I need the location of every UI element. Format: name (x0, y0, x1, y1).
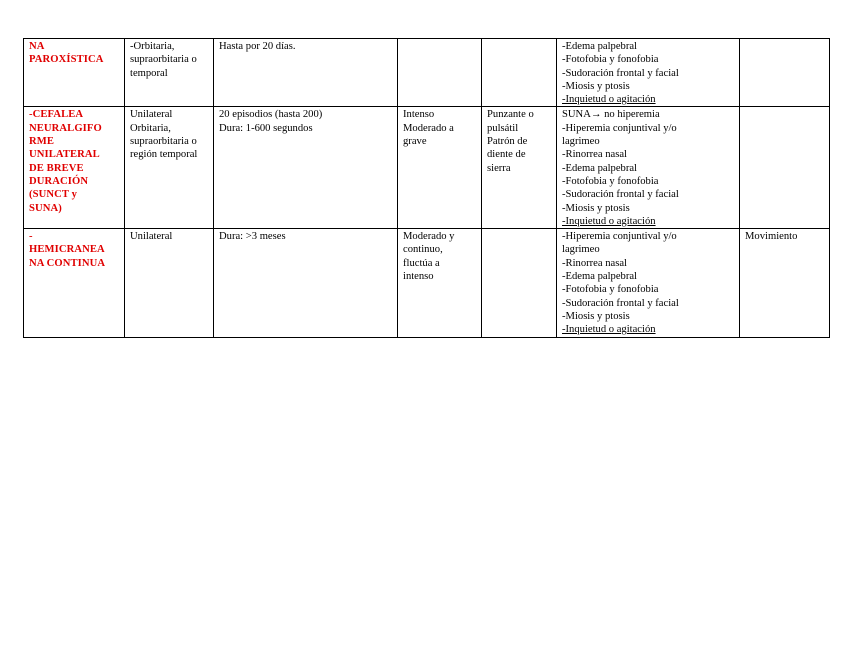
cell-line: -Inquietud o agitación (562, 324, 656, 336)
cell-line: Orbitaria, (130, 122, 171, 134)
other-cell (740, 229, 830, 337)
table-row (24, 229, 830, 337)
cell-line: NEURALGIFO (29, 122, 102, 134)
cell-line: región temporal (130, 149, 198, 161)
cell-line: NA CONTINUA (29, 257, 106, 269)
cell-line: SUNA) (29, 202, 62, 214)
symptoms-cell (557, 229, 740, 337)
cell-line: -Fotofobia y fonofobia (562, 54, 659, 66)
quality-cell (482, 107, 557, 229)
intensity-cell (398, 39, 482, 107)
cell-line: temporal (130, 67, 168, 79)
cell-line: NA (29, 41, 45, 52)
cell-line: fluctúa a (403, 257, 440, 269)
quality-cell (482, 39, 557, 107)
cell-line: Patrón de (487, 136, 528, 148)
symptoms-cell (557, 39, 740, 107)
cell-line: RME (29, 136, 55, 148)
cell-line: lagrimeo (562, 244, 600, 256)
cell-line: Unilateral (130, 231, 173, 243)
cell-line: Moderado a (403, 122, 454, 134)
cell-line: -Miosis y ptosis (562, 310, 630, 322)
cell-line: 20 episodios (hasta 200) (219, 109, 323, 121)
cell-line: UNILATERAL (29, 149, 100, 161)
cell-line: -Inquietud o agitación (562, 94, 656, 106)
cell-line: (SUNCT y (29, 189, 77, 201)
cell-line: sierra (487, 162, 511, 174)
cell-line: -Sudoración frontal y facial (562, 297, 679, 309)
cell-line: grave (403, 136, 427, 148)
cell-line: -Rinorrea nasal (562, 149, 628, 161)
quality-cell (482, 229, 557, 337)
headache-name-cell (24, 107, 125, 229)
cell-line: Moderado y (403, 231, 455, 243)
headache-name-cell (24, 39, 125, 107)
cell-line: Dura: 1-600 segundos (219, 122, 313, 134)
cell-line: -Hiperemia conjuntival y/o (562, 122, 677, 134)
cell-line: -Fotofobia y fonofobia (562, 284, 659, 296)
symptoms-cell (557, 107, 740, 229)
cell-line: supraorbitaria o (130, 54, 197, 66)
cell-line: continuo, (403, 244, 443, 256)
cell-line: -Edema palpebral (562, 162, 637, 174)
headache-name-cell (24, 229, 125, 337)
cell-line: DURACIÓN (29, 175, 89, 187)
other-cell (740, 107, 830, 229)
cell-line: Hasta por 20 días. (219, 41, 296, 52)
intensity-cell (398, 107, 482, 229)
duration-cell (214, 39, 398, 107)
cell-line: -Inquietud o agitación (562, 215, 656, 227)
cell-line: Unilateral (130, 109, 173, 121)
cell-line: -Orbitaria, (130, 41, 175, 52)
cell-line: -CEFALEA (29, 109, 84, 121)
cell-line: -Hiperemia conjuntival y/o (562, 231, 677, 243)
cell-line: Punzante o (487, 109, 534, 121)
cell-line: - (29, 231, 33, 243)
cell-line: -Miosis y ptosis (562, 80, 630, 92)
cell-line: SUNA→ no hiperemia (562, 109, 660, 121)
cell-line: Dura: >3 meses (219, 231, 286, 243)
cell-line: -Sudoración frontal y facial (562, 189, 679, 201)
location-cell (125, 39, 214, 107)
cell-line: HEMICRANEA (29, 244, 105, 256)
duration-cell (214, 229, 398, 337)
headache-table (23, 38, 830, 338)
table-row (24, 107, 830, 229)
intensity-cell (398, 229, 482, 337)
cell-line: -Rinorrea nasal (562, 257, 628, 269)
cell-line: -Edema palpebral (562, 41, 637, 52)
cell-line: lagrimeo (562, 136, 600, 148)
cell-line: -Edema palpebral (562, 271, 637, 283)
cell-line: -Sudoración frontal y facial (562, 67, 679, 79)
cell-line: DE BREVE (29, 162, 84, 174)
duration-cell (214, 107, 398, 229)
cell-line: supraorbitaria o (130, 136, 197, 148)
cell-line: -Fotofobia y fonofobia (562, 175, 659, 187)
location-cell (125, 107, 214, 229)
cell-line: Intenso (403, 109, 435, 121)
cell-line: diente de (487, 149, 526, 161)
table-row (24, 39, 830, 107)
cell-line: Movimiento (745, 231, 798, 243)
cell-line: pulsátil (487, 122, 519, 134)
cell-line: PAROXÍSTICA (29, 54, 104, 66)
location-cell (125, 229, 214, 337)
other-cell (740, 39, 830, 107)
cell-line: -Miosis y ptosis (562, 202, 630, 214)
cell-line: intenso (403, 271, 434, 283)
